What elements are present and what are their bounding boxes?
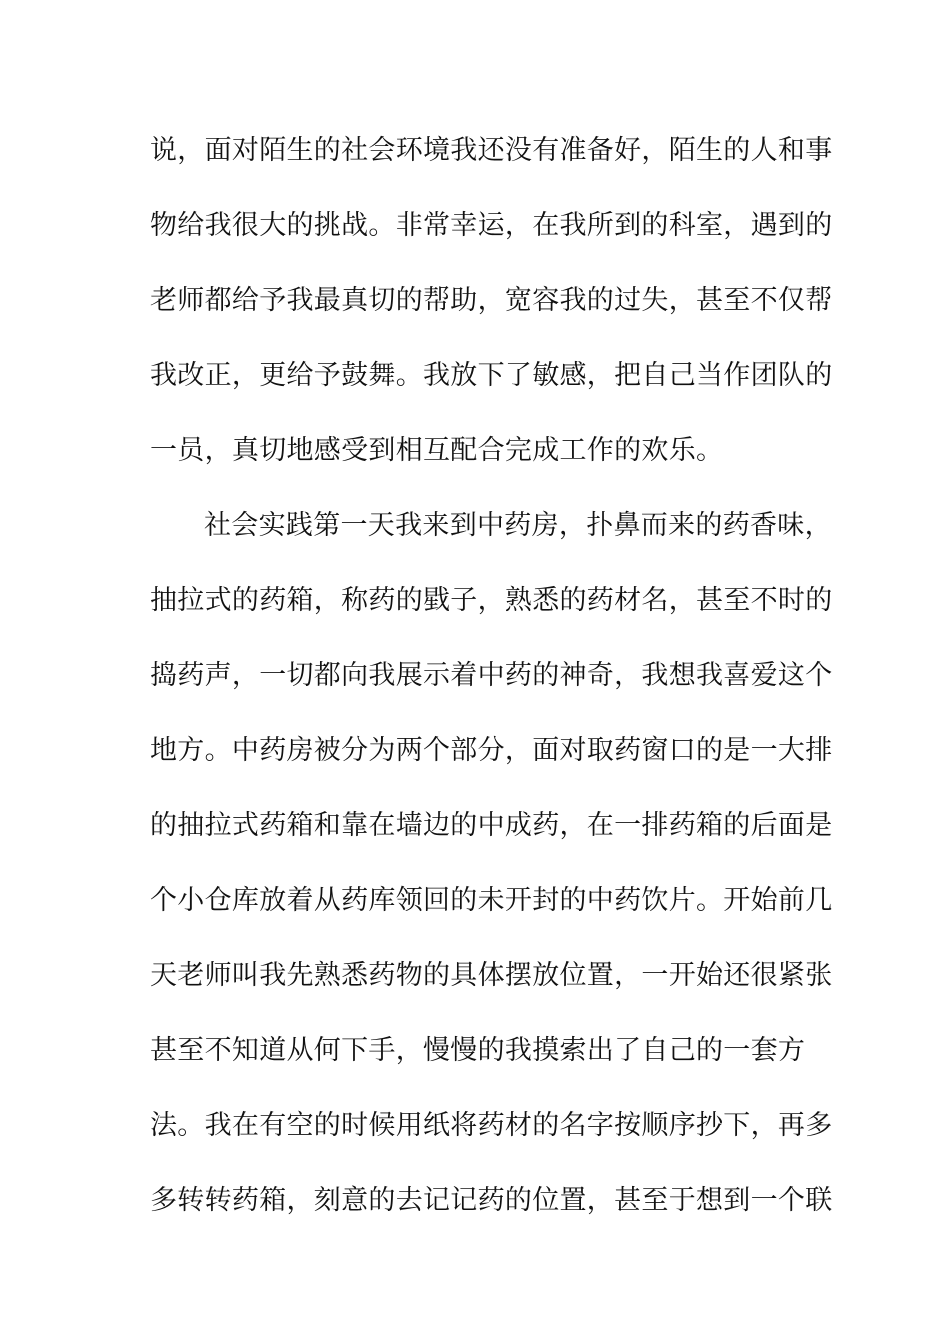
- paragraph-1: [150, 124, 833, 499]
- text-line: 地方。中药房被分为两个部分，面对取药窗口的是一大排: [150, 735, 833, 766]
- text-line: 天老师叫我先熟悉药物的具体摆放位置，一开始还很紧张: [150, 960, 833, 991]
- text-line: 个小仓库放着从药库领回的未开封的中药饮片。开始前几: [150, 885, 833, 916]
- text-line: 甚至不知道从何下手，慢慢的我摸索出了自己的一套方: [150, 1035, 806, 1066]
- text-line: 我改正，更给予鼓舞。我放下了敏感，把自己当作团队的: [150, 360, 833, 391]
- text-line: 多转转药箱，刻意的去记记药的位置，甚至于想到一个联: [150, 1185, 833, 1216]
- text-line: 一员，真切地感受到相互配合完成工作的欢乐。: [150, 435, 724, 466]
- text-line: 捣药声，一切都向我展示着中药的神奇，我想我喜爱这个: [150, 660, 833, 691]
- body-text: [150, 124, 833, 1249]
- paragraph-2: [150, 499, 833, 1249]
- text-line: 的抽拉式药箱和靠在墙边的中成药，在一排药箱的后面是: [150, 810, 833, 841]
- text-line: 老师都给予我最真切的帮助，宽容我的过失，甚至不仅帮: [150, 285, 833, 316]
- text-line: 抽拉式的药箱，称药的戥子，熟悉的药材名，甚至不时的: [150, 585, 833, 616]
- text-line: 说，面对陌生的社会环境我还没有准备好，陌生的人和事: [150, 135, 833, 166]
- text-line: 法。我在有空的时候用纸将药材的名字按顺序抄下，再多: [150, 1110, 833, 1141]
- text-line: 物给我很大的挑战。非常幸运，在我所到的科室，遇到的: [150, 210, 833, 241]
- text-line: 社会实践第一天我来到中药房，扑鼻而来的药香味，: [204, 510, 832, 541]
